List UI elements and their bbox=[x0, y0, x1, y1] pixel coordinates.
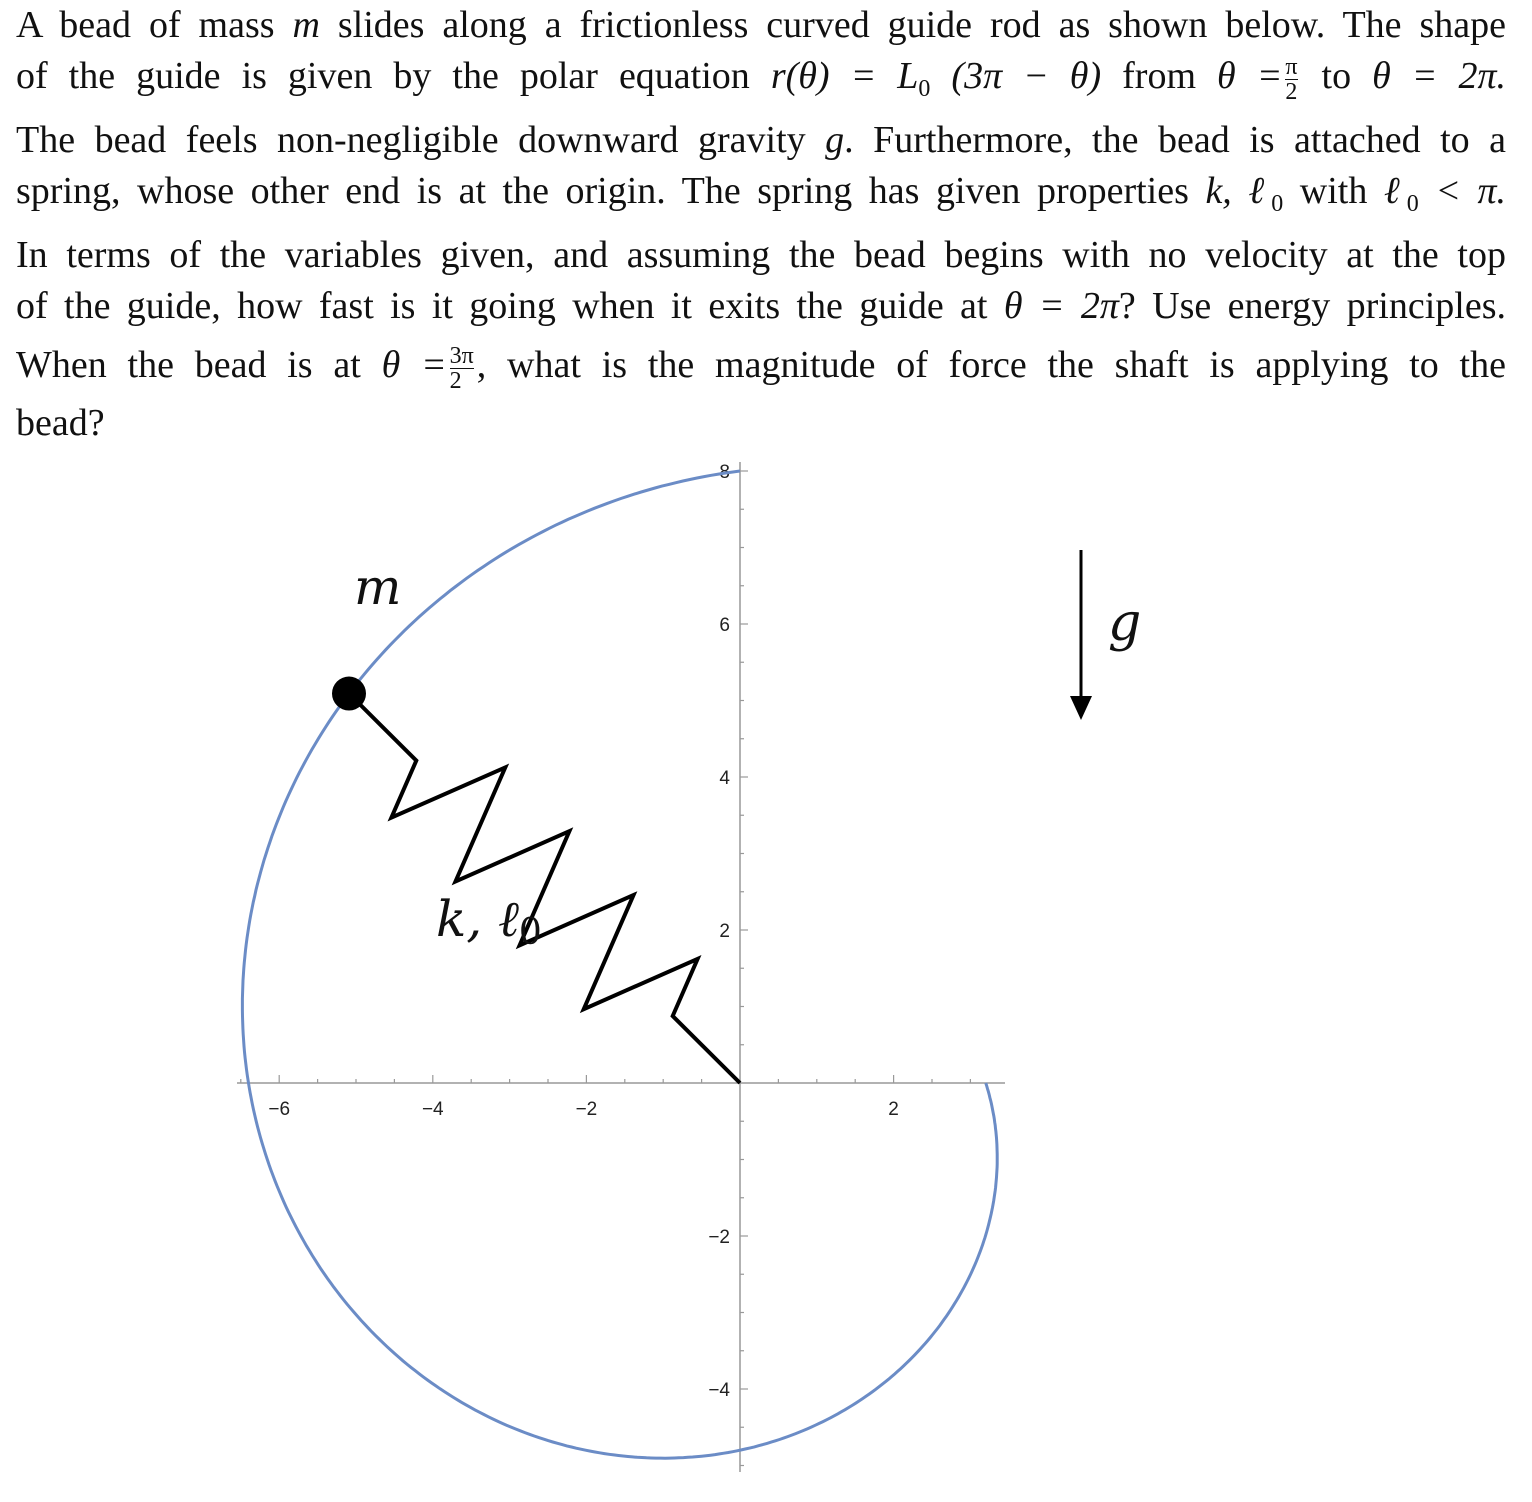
gravity-arrow bbox=[1070, 550, 1092, 720]
spring bbox=[349, 694, 740, 1084]
text: , what is the magnitude of force the shaft is applying to the bbox=[476, 344, 1506, 386]
spring-label-main: k, ℓ bbox=[436, 890, 519, 948]
y-tick-label: −4 bbox=[708, 1380, 730, 1401]
x-tick-label: −4 bbox=[421, 1099, 444, 1120]
text: of the guide, how fast is it going when it exits the guide at bbox=[16, 285, 1004, 327]
text: The bead feels non-negligible downward gravity bbox=[16, 119, 826, 161]
text: . Furthermore, the bead is attached to a bbox=[844, 119, 1507, 161]
gravity-arrow-head bbox=[1070, 696, 1092, 720]
math-theta: θ = bbox=[381, 344, 447, 386]
bead bbox=[332, 677, 366, 711]
gravity-label: g bbox=[1108, 593, 1142, 653]
text: from bbox=[1101, 55, 1218, 97]
fraction-denominator: 2 bbox=[449, 367, 462, 394]
y-tick-label: 8 bbox=[719, 462, 730, 483]
problem-line-8: bead? bbox=[16, 402, 105, 444]
math-k-l: k, ℓ bbox=[1205, 170, 1272, 212]
spring-label bbox=[436, 890, 542, 953]
text: with bbox=[1283, 170, 1384, 212]
y-tick-label: −2 bbox=[708, 1227, 730, 1248]
fraction-numerator: π bbox=[1285, 53, 1298, 80]
bead-label: m bbox=[354, 558, 402, 616]
text: A bead of mass bbox=[16, 4, 293, 46]
text: When the bead is at bbox=[16, 344, 382, 386]
text: slides along a frictionless curved guide rod as shown below. The shape bbox=[319, 4, 1507, 46]
text: ? Use energy principles. bbox=[1118, 285, 1506, 327]
y-tick-label: 4 bbox=[719, 768, 730, 789]
math-g: g bbox=[825, 119, 845, 161]
x-tick-label: −6 bbox=[268, 1099, 291, 1120]
math-l: ℓ bbox=[1383, 170, 1407, 212]
y-tick-label: 6 bbox=[719, 615, 730, 636]
fraction-denominator: 2 bbox=[1285, 78, 1298, 105]
y-tick-label: 2 bbox=[719, 921, 730, 942]
math-eq: θ = 2π bbox=[1003, 285, 1119, 327]
math-sub: 0 bbox=[918, 76, 931, 102]
problem-line-5: In terms of the variables given, and assuming the bead begins with no velocity at the top bbox=[16, 234, 1506, 276]
text: spring, whose other end is at the origin. The spring has given properties bbox=[16, 170, 1206, 212]
math-ineq: < π. bbox=[1418, 170, 1506, 212]
math-eq: r(θ) = L bbox=[770, 55, 919, 97]
math-eq: (3π − θ) bbox=[930, 55, 1102, 97]
text: to bbox=[1300, 55, 1373, 97]
fraction-numerator: 3π bbox=[449, 342, 474, 369]
guide-curve bbox=[242, 471, 997, 1458]
axes bbox=[237, 462, 1005, 1472]
x-tick-label: 2 bbox=[888, 1099, 899, 1120]
x-tick-label: −2 bbox=[575, 1099, 598, 1120]
math-theta: θ = bbox=[1217, 55, 1283, 97]
spring-label-sub: 0 bbox=[518, 912, 542, 953]
math-sub: 0 bbox=[1406, 191, 1419, 217]
text: of the guide is given by the polar equation bbox=[16, 55, 771, 97]
math-sub: 0 bbox=[1271, 191, 1284, 217]
math-eq: θ = 2π. bbox=[1372, 55, 1507, 97]
math-m: m bbox=[292, 4, 320, 46]
